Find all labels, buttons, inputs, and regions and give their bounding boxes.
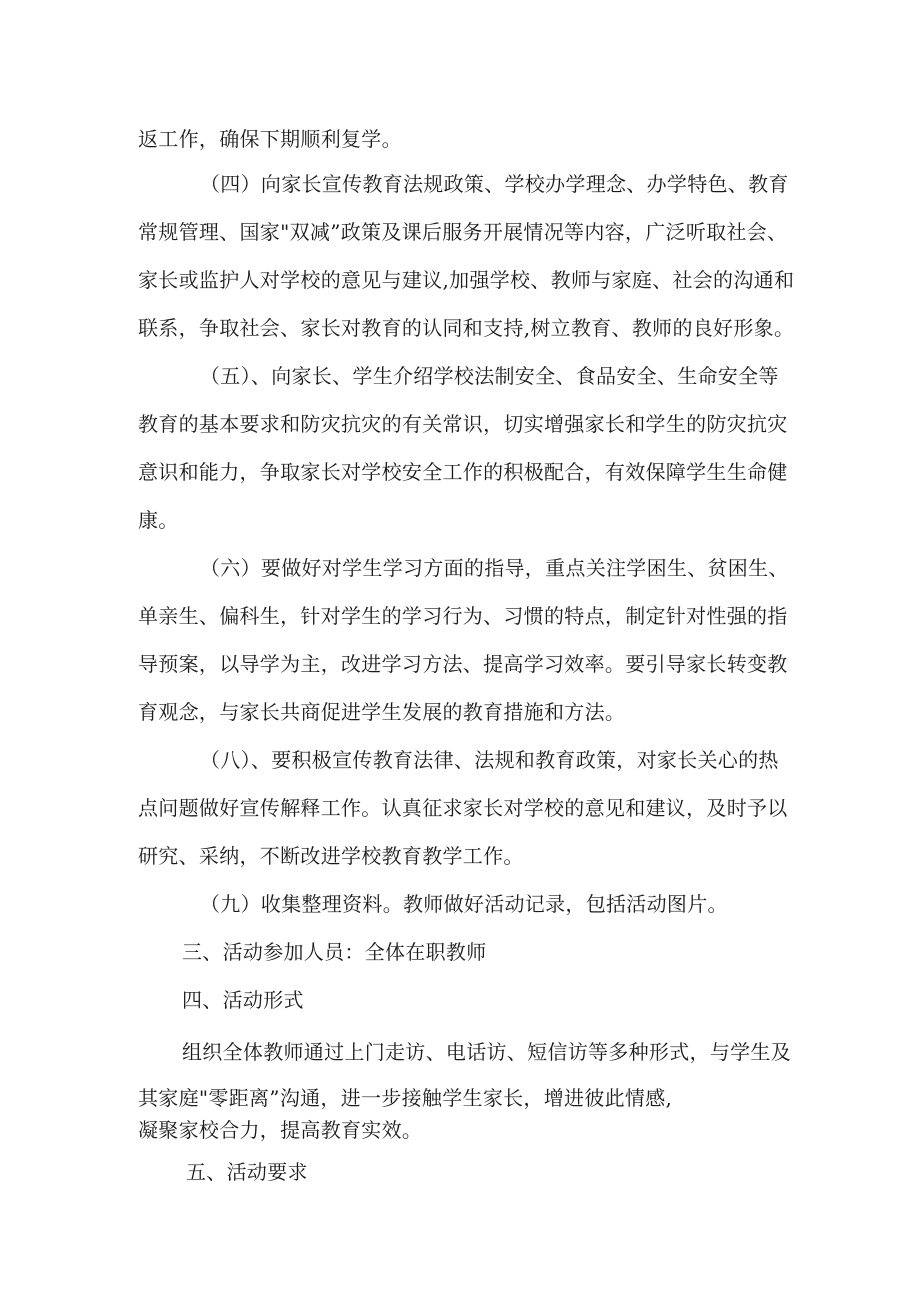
text-line-4: 家长或监护人对学校的意见与建议,加强学校、教师与家庭、社会的沟通和 <box>138 268 795 292</box>
section-heading-3: 三、活动参加人员：全体在职教师 <box>182 940 487 964</box>
text-line-9: 康。 <box>138 508 179 532</box>
section-heading-4: 四、活动形式 <box>182 988 304 1012</box>
text-line-11: 单亲生、偏科生，针对学生的学习行为、习惯的特点，制定针对性强的指 <box>138 604 788 628</box>
text-line-6: （五）、向家长、学生介绍学校法制安全、食品安全、生命安全等 <box>200 364 779 388</box>
text-line-12: 导预案，以导学为主，改进学习方法、提高学习效率。要引导家长转变教 <box>138 652 788 676</box>
text-line-13: 育观念，与家长共商促进学生发展的教育措施和方法。 <box>138 700 626 724</box>
text-line-2: （四）向家长宣传教育法规政策、学校办学理念、办学特色、教育 <box>200 172 789 196</box>
text-line-10: （六）要做好对学生学习方面的指导，重点关注学困生、贫困生、 <box>200 556 789 580</box>
text-line-20: 组织全体教师通过上门走访、电话访、短信访等多种形式，与学生及 <box>182 1040 791 1064</box>
text-line-22: 凝聚家校合力，提高教育实效。 <box>138 1118 423 1142</box>
text-line-16: 研究、采纳，不断改进学校教育教学工作。 <box>138 844 524 868</box>
section-heading-5: 五、活动要求 <box>186 1160 308 1184</box>
text-line-3: 常规管理、国家"双减”政策及课后服务开展情况等内容，广泛听取社会、 <box>138 220 788 244</box>
text-line-7: 教育的基本要求和防灾抗灾的有关常识，切实增强家长和学生的防灾抗灾 <box>138 412 788 436</box>
text-line-17: （九）收集整理资料。教师做好活动记录，包括活动图片。 <box>200 892 728 916</box>
text-line-1: 返工作，确保下期顺利复学。 <box>138 127 402 151</box>
text-line-8: 意识和能力，争取家长对学校安全工作的积极配合，有效保障学生生命健 <box>138 460 788 484</box>
text-line-5: 联系，争取社会、家长对教育的认同和支持,树立教育、教师的良好形象。 <box>138 316 795 340</box>
text-line-14: （八）、要积极宣传教育法律、法规和教育政策，对家长关心的热 <box>200 748 779 772</box>
text-line-21: 其家庭"零距离”沟通，进一步接触学生家长，增进彼此情感, <box>138 1086 673 1110</box>
text-line-15: 点问题做好宣传解释工作。认真征求家长对学校的意见和建议，及时予以 <box>138 796 788 820</box>
